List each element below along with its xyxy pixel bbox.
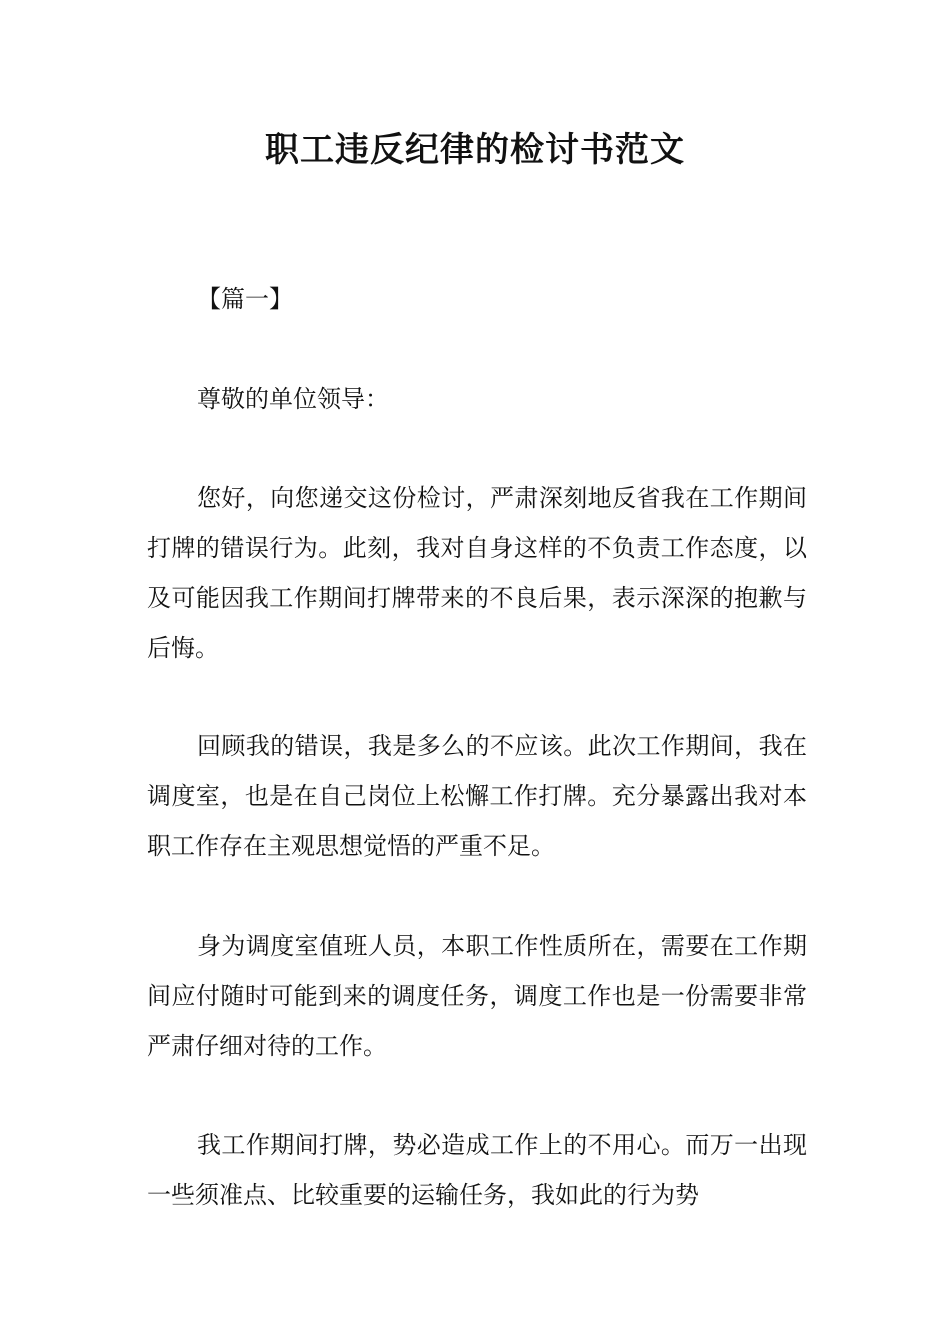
- paragraph-1: 您好，向您递交这份检讨，严肃深刻地反省我在工作期间打牌的错误行为。此刻，我对自身这样的不负责工作态度，以及可能因我工作期间打牌带来的不良后果，表示深深的抱歉与后悔。: [147, 484, 807, 662]
- salutation: 尊敬的单位领导：: [197, 385, 389, 413]
- document-title: 职工违反纪律的检讨书范文: [265, 130, 685, 170]
- paragraph-2: 回顾我的错误，我是多么的不应该。此次工作期间，我在调度室，也是在自己岗位上松懈工作打牌。充分暴露出我对本职工作存在主观思想觉悟的严重不足。: [147, 732, 807, 860]
- section-label: 【篇一】: [197, 285, 293, 313]
- paragraph-4: 我工作期间打牌，势必造成工作上的不用心。而万一出现一些须准点、比较重要的运输任务，我如此的行为势: [147, 1131, 807, 1209]
- paragraph-3: 身为调度室值班人员，本职工作性质所在，需要在工作期间应付随时可能到来的调度任务，调度工作也是一份需要非常严肃仔细对待的工作。: [147, 932, 807, 1060]
